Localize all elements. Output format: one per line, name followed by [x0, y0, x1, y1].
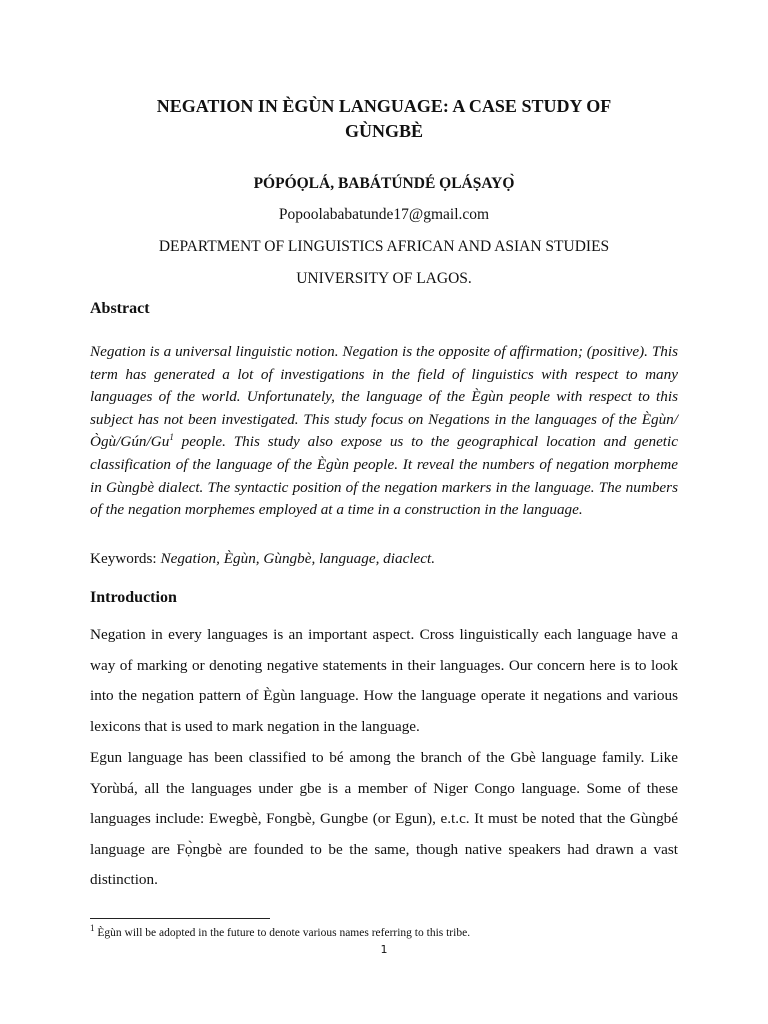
keywords-label: Keywords: — [90, 550, 161, 567]
introduction-paragraph-1: Negation in every languages is an important aspect. Cross linguistically each language have a way of marking or denoting negative statements in their languages. Our concern here is to look into the negation pattern of Ègùn language. How the language operate it negations and various lexicons that is used to mark negation in the language. — [90, 626, 678, 735]
title-line-1: NEGATION IN ÈGÙN LANGUAGE: A CASE STUDY OF — [156, 96, 612, 116]
abstract-text-part-2: people. This study also expose us to the geographical location and genetic classification of the language of the Ègùn people. It reveal the numbers of negation morpheme in Gùngbè dialect. The syntactic position of the negation markers in the language. The numbers of the negation morphemes employed at a time in a construction in the language. — [90, 433, 678, 519]
author-email: Popoolababatunde17@gmail.com — [278, 206, 490, 223]
footnote-divider — [90, 918, 270, 919]
footnote-number: 1 — [90, 923, 95, 934]
university: UNIVERSITY OF LAGOS. — [296, 270, 472, 287]
paper-title — [90, 94, 678, 144]
title-line-2: GÙNGBÈ — [344, 121, 423, 141]
introduction-paragraph-2: Egun language has been classified to bé among the branch of the Gbè language family. Like Yorùbá, all the languages under gbe is a member of Niger Congo language. Some of these languages include: Ewegbè, Fongbè, Gungbe (or Egun), e.t.c. It must be noted that the Gùngbé language are Fọ̀ngbè are founded to be the same, though native speakers had drawn a vast distinction. — [90, 749, 678, 889]
abstract-heading: Abstract — [90, 300, 150, 317]
footnote-marker: 1 — [169, 432, 174, 443]
footnote — [90, 923, 678, 939]
keywords — [90, 550, 678, 568]
keywords-values: Negation, Ègùn, Gùngbè, language, diaclect. — [160, 550, 436, 567]
abstract-body — [90, 341, 678, 522]
footnote-text: Ègùn will be adopted in the future to denote various names referring to this tribe. — [94, 927, 471, 939]
introduction-heading: Introduction — [90, 589, 177, 606]
author-name: PÓPÓỌLÁ, BABÁTÚNDÉ ỌLÁṢAYỌ̀ — [253, 175, 515, 192]
department: DEPARTMENT OF LINGUISTICS AFRICAN AND ASIAN STUDIES — [158, 238, 610, 255]
abstract-text-part-1: Negation is a universal linguistic notion. Negation is the opposite of affirmation; (positive). This term has generated a lot of investigations in the field of linguistics with respect to many languages of the world. Unfortunately, the language of the Ègùn people with respect to this subject has not been investigated. This study focus on Negations in the languages of the Ègùn/Ògù/Gún/Gu — [90, 343, 678, 451]
page-number: 1 — [380, 943, 388, 956]
